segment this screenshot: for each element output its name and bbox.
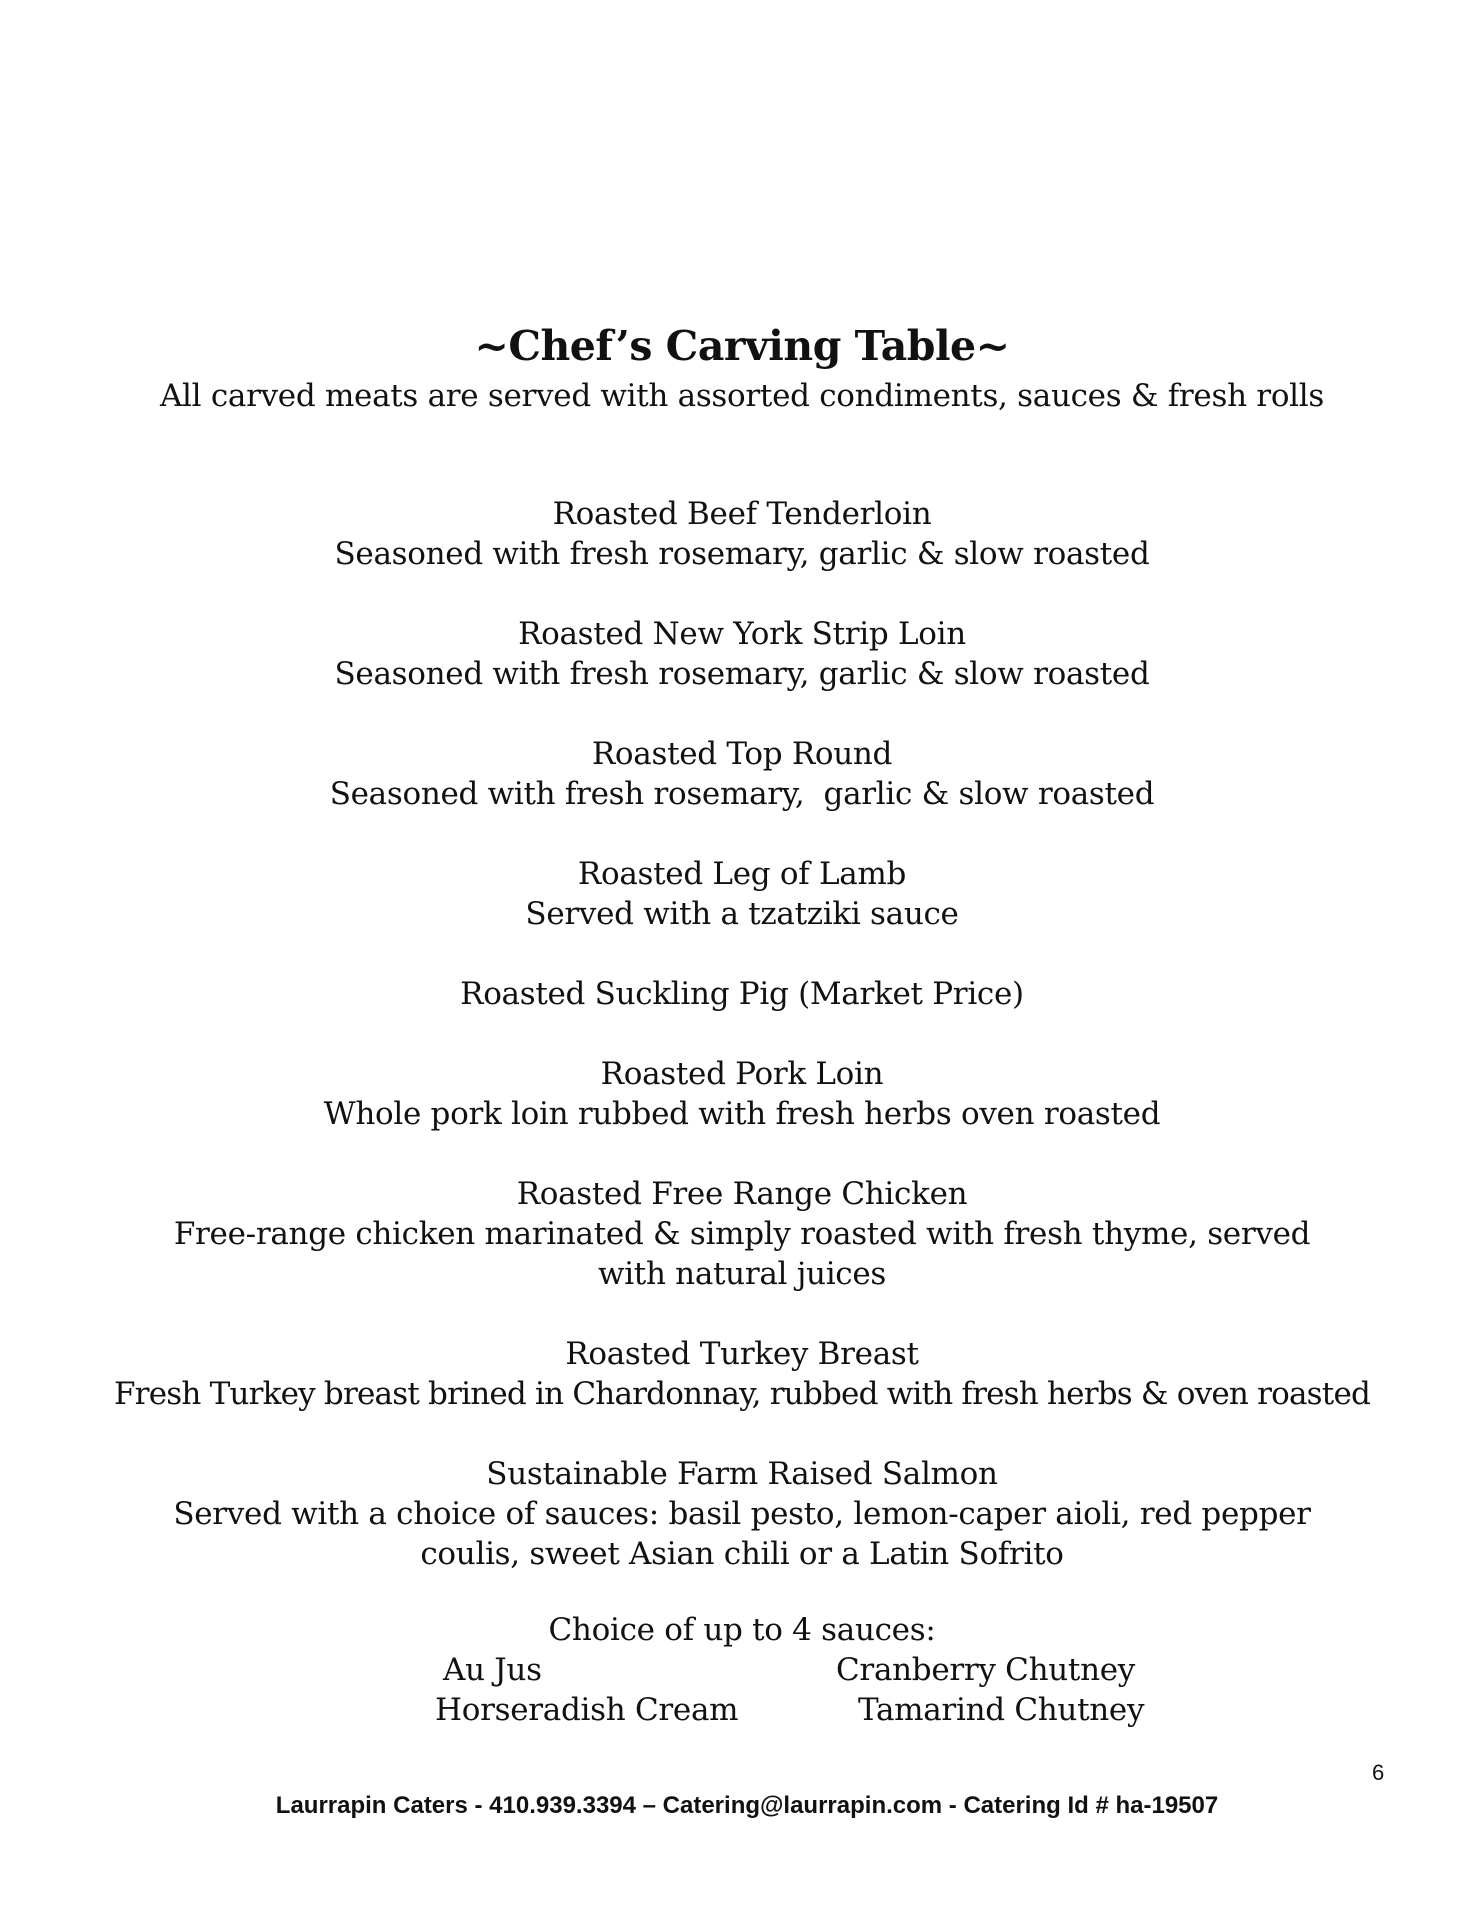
menu-item-description: Served with a choice of sauces: basil pesto, lemon-caper aioli, red pepper coulis, sweet Asian chili or a Latin Sofrito [173, 1496, 1311, 1572]
menu-item-description: Seasoned with fresh rosemary, garlic & slow roasted [334, 536, 1150, 572]
menu-item-name: Roasted New York Strip Loin [518, 616, 966, 652]
sauce-option: Tamarind Chutney [858, 1692, 1145, 1728]
menu-item-name: Roasted Free Range Chicken [516, 1176, 968, 1212]
sauce-option: Cranberry Chutney [836, 1652, 1136, 1688]
menu-item-name: Roasted Beef Tenderloin [552, 496, 932, 532]
menu-item [60, 1174, 1424, 1294]
sauce-option: Au Jus [443, 1652, 542, 1688]
page-title: ~Chef’s Carving Table~ [474, 322, 1010, 370]
menu-item-name: Roasted Top Round [591, 736, 893, 772]
sauce-option: Horseradish Cream [435, 1692, 739, 1728]
sauce-options [0, 1610, 1484, 1728]
menu-item [60, 734, 1424, 814]
menu-item-description: Fresh Turkey breast brined in Chardonnay, rubbed with fresh herbs & oven roasted [113, 1376, 1371, 1412]
menu-item-name: Roasted Leg of Lamb [577, 856, 907, 892]
menu-item [60, 1334, 1424, 1414]
menu-list [60, 494, 1424, 1614]
menu-item-description: Seasoned with fresh rosemary, garlic & slow roasted [334, 656, 1150, 692]
menu-item-name: Roasted Suckling Pig (Market Price) [460, 976, 1024, 1012]
menu-item [60, 1454, 1424, 1574]
menu-item [60, 854, 1424, 934]
menu-item-description: Whole pork loin rubbed with fresh herbs oven roasted [323, 1096, 1161, 1132]
menu-item-description: Served with a tzatziki sauce [525, 896, 959, 932]
page-number: 6 [1372, 1760, 1385, 1785]
footer-contact: Laurrapin Caters - 410.939.3394 – Catering@laurrapin.com - Catering Id # ha-19507 [275, 1792, 1219, 1819]
sauces-heading: Choice of up to 4 sauces: [548, 1612, 936, 1648]
page-subtitle: All carved meats are served with assorted condiments, sauces & fresh rolls [159, 378, 1325, 414]
menu-item-name: Roasted Turkey Breast [565, 1336, 919, 1372]
menu-item [60, 974, 1424, 1014]
menu-item [60, 494, 1424, 574]
menu-item-description: Seasoned with fresh rosemary, garlic & slow roasted [329, 776, 1155, 812]
menu-item [60, 1054, 1424, 1134]
menu-item-description: Free-range chicken marinated & simply roasted with fresh thyme, served with natural juices [173, 1216, 1311, 1292]
menu-item-name: Sustainable Farm Raised Salmon [486, 1456, 998, 1492]
menu-item [60, 614, 1424, 694]
menu-item-name: Roasted Pork Loin [600, 1056, 884, 1092]
